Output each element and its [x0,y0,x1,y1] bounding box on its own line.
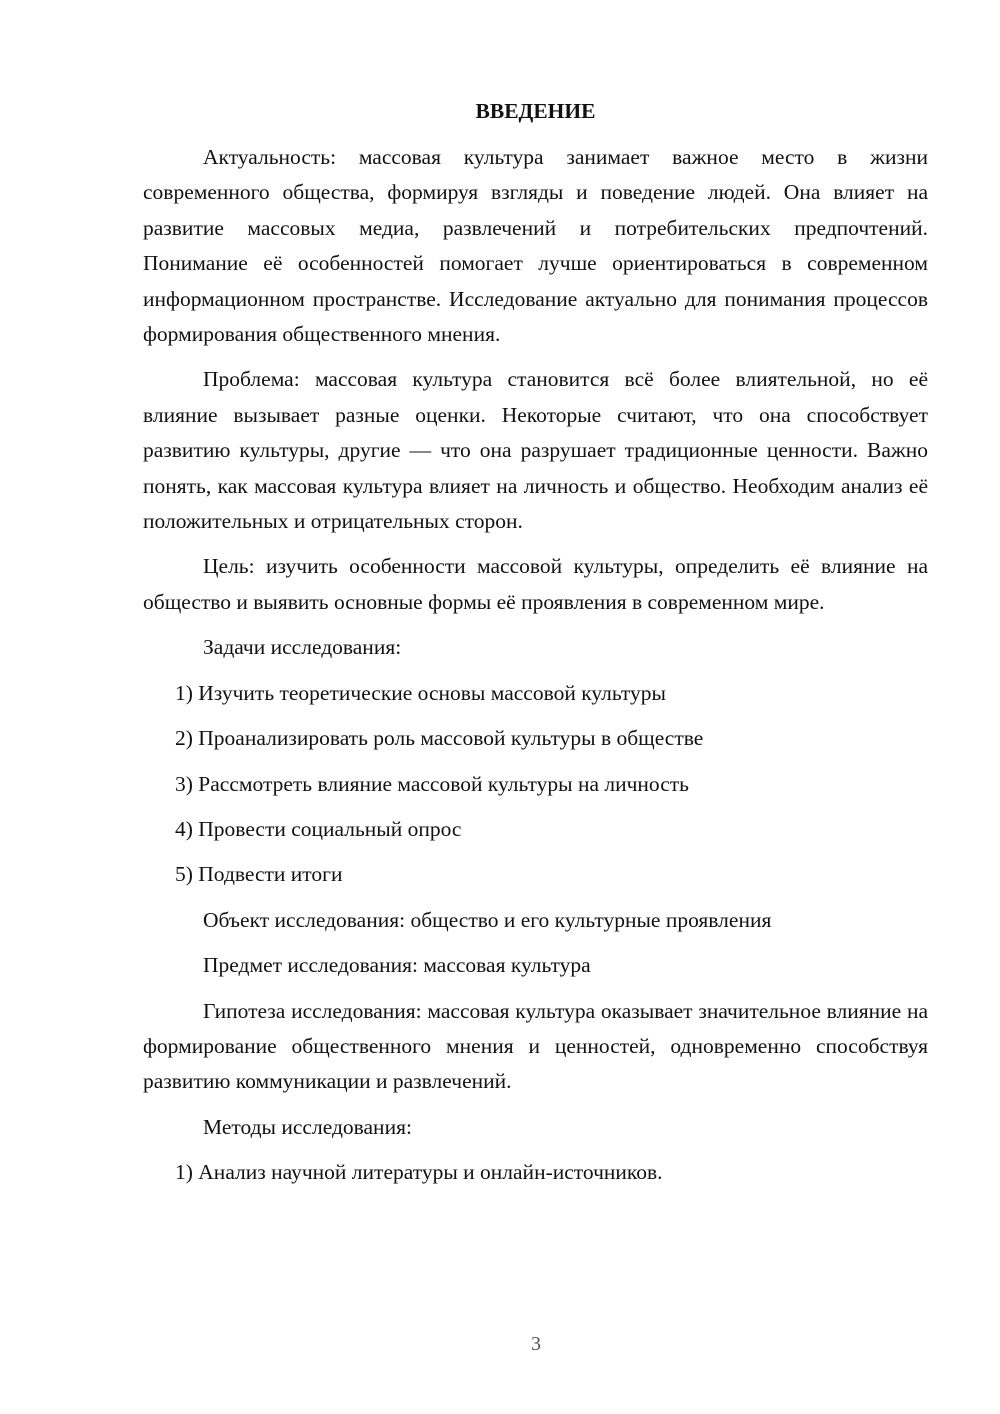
object-line: Объект исследования: общество и его культурные проявления [203,907,772,932]
subject-line: Предмет исследования: массовая культура [203,953,591,978]
hypothesis-paragraph: Гипотеза исследования: массовая культура оказывает значительное влияние на формирование общественного мнения и ценностей, одновременно способствуя развитию коммуникации и развлечений. [143,998,928,1094]
problem-paragraph: Проблема: массовая культура становится всё более влиятельной, но её влияние вызывает разные оценки. Некоторые считают, что она способствует развитию культуры, другие — что она разрушает традиционные ценности. Важно понять, как массовая культура влияет на личность и общество. Необходим анализ её положительных и отрицательных сторон. [143,367,928,534]
list-item: 4) Провести социальный опрос [175,816,462,841]
methods-list [143,1155,928,1190]
tasks-list [143,676,928,893]
list-item: 3) Рассмотреть влияние массовой культуры на личность [175,771,689,796]
list-item: 2) Проанализировать роль массовой культуры в обществе [175,726,704,751]
page-number: 3 [531,1333,541,1355]
list-item: 1) Изучить теоретические основы массовой культуры [175,680,666,705]
relevance-paragraph: Актуальность: массовая культура занимает важное место в жизни современного общества, формируя взгляды и поведение людей. Она влияет на развитие массовых медиа, развлечений и потребительских предпочтений. Понимание её особенностей помогает лучше ориентироваться в современном информационном пространстве. Исследование актуально для понимания процессов формирования общественного мнения. [143,145,928,347]
goal-paragraph: Цель: изучить особенности массовой культуры, определить её влияние на общество и выявить основные формы её проявления в современном мире. [143,554,928,614]
page-title: ВВЕДЕНИЕ [475,99,596,123]
list-item: 5) Подвести итоги [175,862,343,887]
tasks-heading: Задачи исследования: [203,635,402,660]
document-page [143,95,928,1191]
list-item: 1) Анализ научной литературы и онлайн-источников. [175,1160,663,1185]
methods-heading: Методы исследования: [203,1114,412,1139]
